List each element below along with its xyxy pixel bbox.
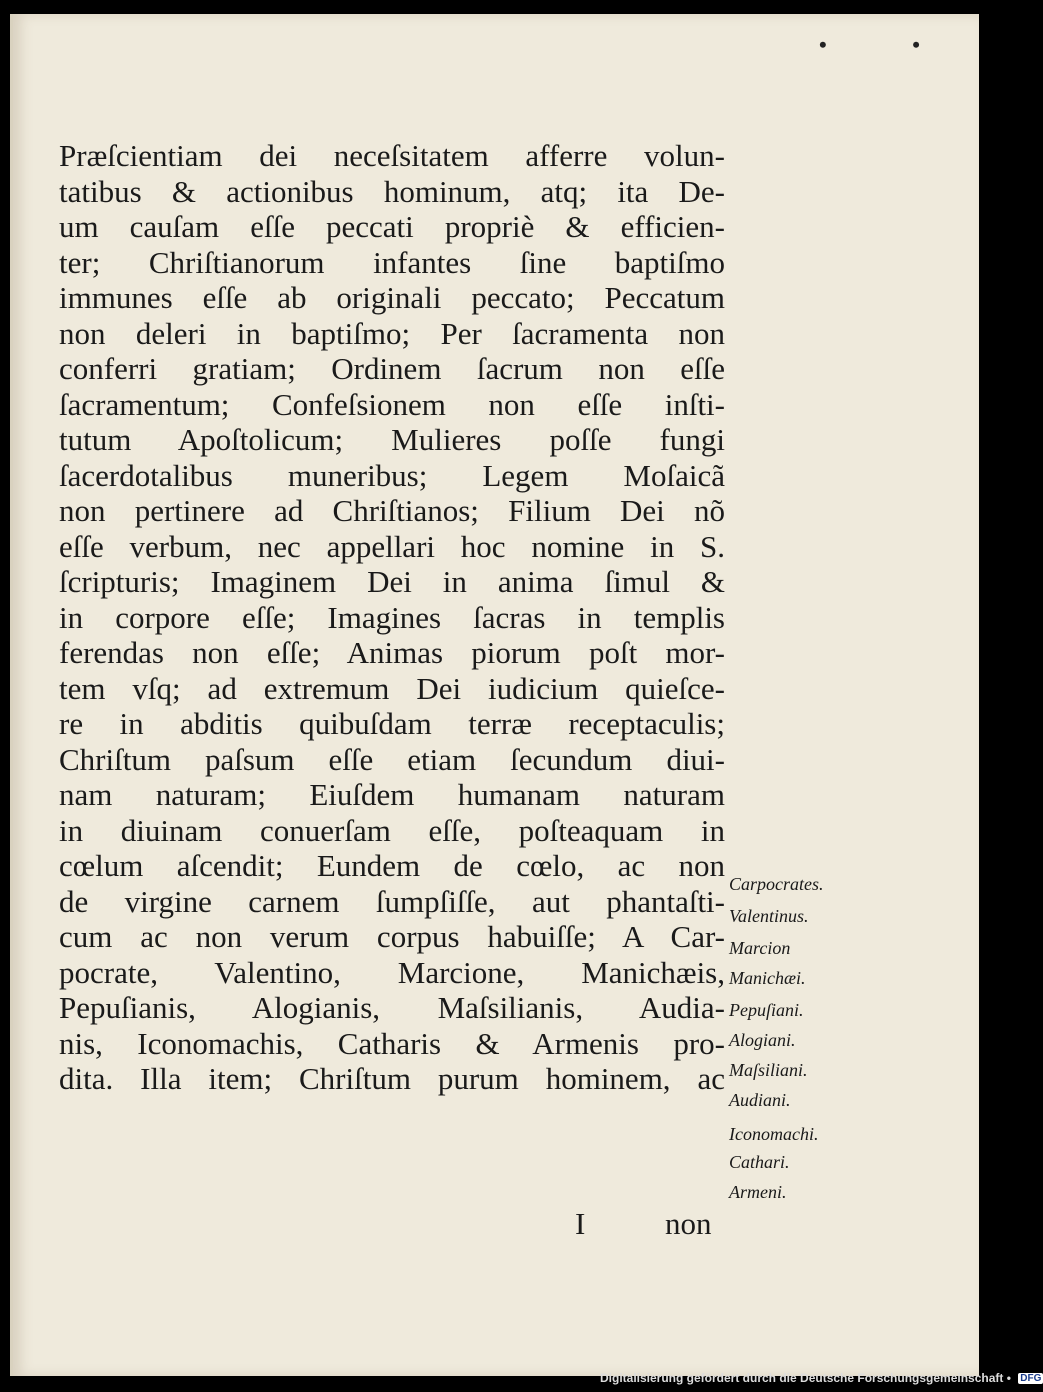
text-line: nam naturam; Eiuſdem humanam naturam (59, 777, 725, 812)
text-line: ſcripturis; Imaginem Dei in anima ſimul & (59, 564, 725, 599)
book-page (10, 14, 979, 1376)
body-text (59, 138, 725, 1097)
marginal-note: Manichæi. (729, 968, 806, 988)
text-line: tatibus & actionibus hominum, atq; ita De- (59, 173, 725, 209)
text-line: de virgine carnem ſumpſiſſe, aut phantaſti- (59, 883, 725, 919)
text-line: non deleri in baptiſmo; Per ſacramenta non (59, 315, 725, 351)
text-line: conferri gratiam; Ordinem ſacrum non eſſe (59, 351, 725, 386)
text-line: ferendas non eſſe; Animas piorum poſt mor- (59, 635, 725, 670)
marginal-note: Carpocrates. (729, 874, 824, 894)
marginal-note: Iconomachi. (729, 1124, 819, 1144)
text-line: ſacerdotalibus muneribus; Legem Moſaicã (59, 457, 725, 493)
text-line: immunes eſſe ab originali peccato; Peccatum (59, 280, 725, 315)
footer-text: Digitalisierung gefördert durch die Deutsche Forschungsgemeinschaft • (600, 1371, 1011, 1385)
text-line: ter; Chriſtianorum infantes ſine baptiſmo (59, 244, 725, 280)
text-line: Chriſtum paſsum eſſe etiam ſecundum diui- (59, 741, 725, 777)
text-line: tem vſq; ad extremum Dei iudicium quieſce- (59, 670, 725, 706)
text-line: Præſcientiam dei neceſsitatem afferre volun- (59, 138, 725, 173)
text-line: pocrate, Valentino, Marcione, Manichæis, (59, 954, 725, 990)
marginal-note: Cathari. (729, 1152, 790, 1172)
digitization-footer (600, 1371, 1042, 1389)
marginal-note: Audiani. (729, 1090, 791, 1110)
text-line: non pertinere ad Chriſtianos; Filium Dei nõ (59, 493, 725, 528)
text-line: cum ac non verum corpus habuiſſe; A Car- (59, 919, 725, 954)
text-line: nis, Iconomachis, Catharis & Armenis pro- (59, 1025, 725, 1061)
marginal-note: Marcion (729, 938, 791, 958)
marginal-note: Alogiani. (729, 1030, 796, 1050)
text-line: eſſe verbum, nec appellari hoc nomine in S. (59, 528, 725, 564)
text-line: in diuinam conuerſam eſſe, poſteaquam in (59, 812, 725, 848)
text-line: in corpore eſſe; Imagines ſacras in templis (59, 599, 725, 635)
text-line: re in abditis quibuſdam terræ receptaculis; (59, 706, 725, 741)
marginal-note: Valentinus. (729, 906, 809, 926)
text-line: um cauſam eſſe peccati propriè & efficien- (59, 209, 725, 244)
text-line: Pepuſianis, Alogianis, Maſsilianis, Audia- (59, 990, 725, 1025)
catchword: non (665, 1206, 712, 1241)
text-line: ſacramentum; Confeſsionem non eſſe inſti- (59, 386, 725, 422)
text-line: cœlum aſcendit; Eundem de cœlo, ac non (59, 848, 725, 883)
dfg-logo-icon: DFG (1020, 1373, 1042, 1385)
corner-marks: • • (819, 32, 960, 57)
signature-mark: I (575, 1206, 586, 1241)
marginal-note: Maſsiliani. (729, 1060, 808, 1080)
text-line: tutum Apoſtolicum; Mulieres poſſe fungi (59, 422, 725, 457)
marginal-note: Armeni. (729, 1182, 787, 1202)
marginal-note: Pepuſiani. (729, 1000, 804, 1020)
text-line: dita. Illa item; Chriſtum purum hominem, ac (59, 1061, 725, 1096)
